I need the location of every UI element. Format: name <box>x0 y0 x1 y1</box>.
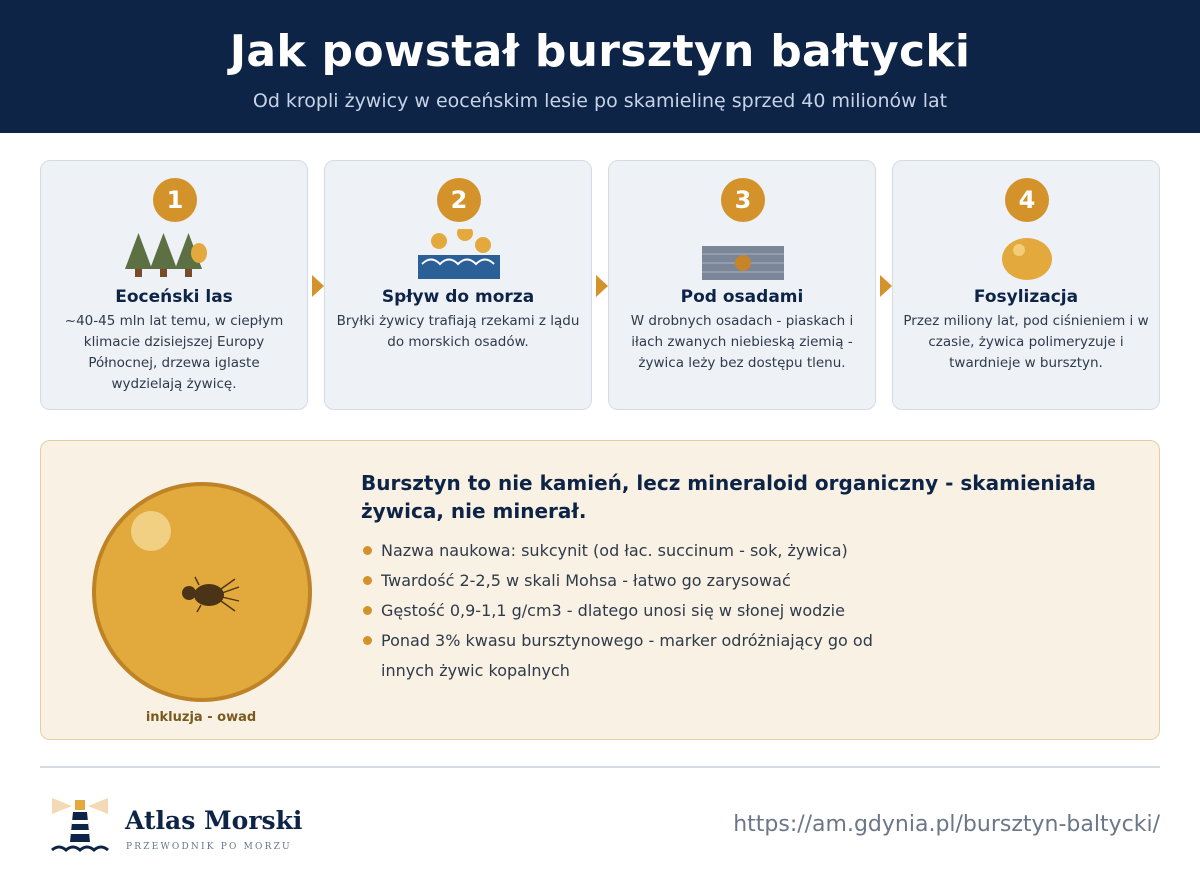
brand-name: Atlas Morski <box>125 806 303 835</box>
list-item <box>361 626 901 686</box>
amber-facts-panel <box>40 440 1160 740</box>
step-description: Przez miliony lat, pod ciśnieniem i w czasie, żywica polimeryzuje i twardnieje w bursztyn. <box>903 313 1149 371</box>
list-item <box>361 536 1121 566</box>
step-title: Pod osadami <box>680 287 804 307</box>
bullet-icon <box>363 636 372 645</box>
step-title: Fosylizacja <box>973 287 1079 307</box>
illustration-caption: inkluzja - owad <box>145 710 257 725</box>
step-number-badge: 3 <box>721 178 765 222</box>
step-arrow <box>596 275 608 297</box>
fact-text: Ponad 3% kwasu bursztynowego - marker odróżniający go od innych żywic kopalnych <box>381 631 873 680</box>
source-url-link[interactable]: https://am.gdynia.pl/bursztyn-baltycki/ <box>733 812 1160 837</box>
step-title: Eoceński las <box>115 287 233 307</box>
step-description: Bryłki żywicy trafiają rzekami z lądu do morskich osadów. <box>336 313 580 350</box>
resin-drops-water-icon <box>399 229 519 281</box>
step-arrow <box>880 275 892 297</box>
bullet-icon <box>363 576 372 585</box>
page-header <box>0 0 1200 133</box>
page-subtitle: Od kropli żywicy w eoceńskim lesie po skamielinę sprzed 40 milionów lat <box>252 90 948 112</box>
step-number-badge: 1 <box>153 178 197 222</box>
page-title: Jak powstał bursztyn bałtycki <box>229 26 971 77</box>
step-number-badge: 4 <box>1005 178 1049 222</box>
sediment-layers-icon <box>683 229 803 281</box>
footer-divider <box>40 766 1160 768</box>
list-item <box>361 566 1121 596</box>
pine-trees-resin-icon <box>115 229 235 281</box>
lighthouse-icon <box>48 796 112 858</box>
step-arrow <box>312 275 324 297</box>
step-description: ~40-45 mln lat temu, w ciepłym klimacie dzisiejszej Europy Północnej, drzewa iglaste wydzielają żywicę. <box>64 313 284 392</box>
fact-text: Gęstość 0,9-1,1 g/cm3 - dlatego unosi się w słonej wodzie <box>381 601 845 620</box>
step-description: W drobnych osadach - piaskach i iłach zwanych niebieską ziemią - żywica leży bez dostępu tlenu. <box>630 313 854 371</box>
amber-insect-inclusion-icon <box>91 481 313 703</box>
step-card-4 <box>892 160 1160 410</box>
list-item <box>361 596 1121 626</box>
brand-tagline: PRZEWODNIK PO MORZU <box>126 842 292 852</box>
step-number-badge: 2 <box>437 178 481 222</box>
amber-nugget-icon <box>967 229 1087 281</box>
fact-text: Nazwa naukowa: sukcynit (od łac. succinum - sok, żywica) <box>381 541 848 560</box>
bullet-icon <box>363 546 372 555</box>
step-card-2 <box>324 160 592 410</box>
step-title: Spływ do morza <box>381 287 535 307</box>
facts-list <box>361 536 1121 686</box>
bullet-icon <box>363 606 372 615</box>
panel-lead: Bursztyn to nie kamień, lecz mineraloid organiczny - skamieniała żywica, nie minerał. <box>361 471 1096 523</box>
step-card-1 <box>40 160 308 410</box>
fact-text: Twardość 2-2,5 w skali Mohsa - łatwo go zarysować <box>381 571 791 590</box>
step-card-3 <box>608 160 876 410</box>
